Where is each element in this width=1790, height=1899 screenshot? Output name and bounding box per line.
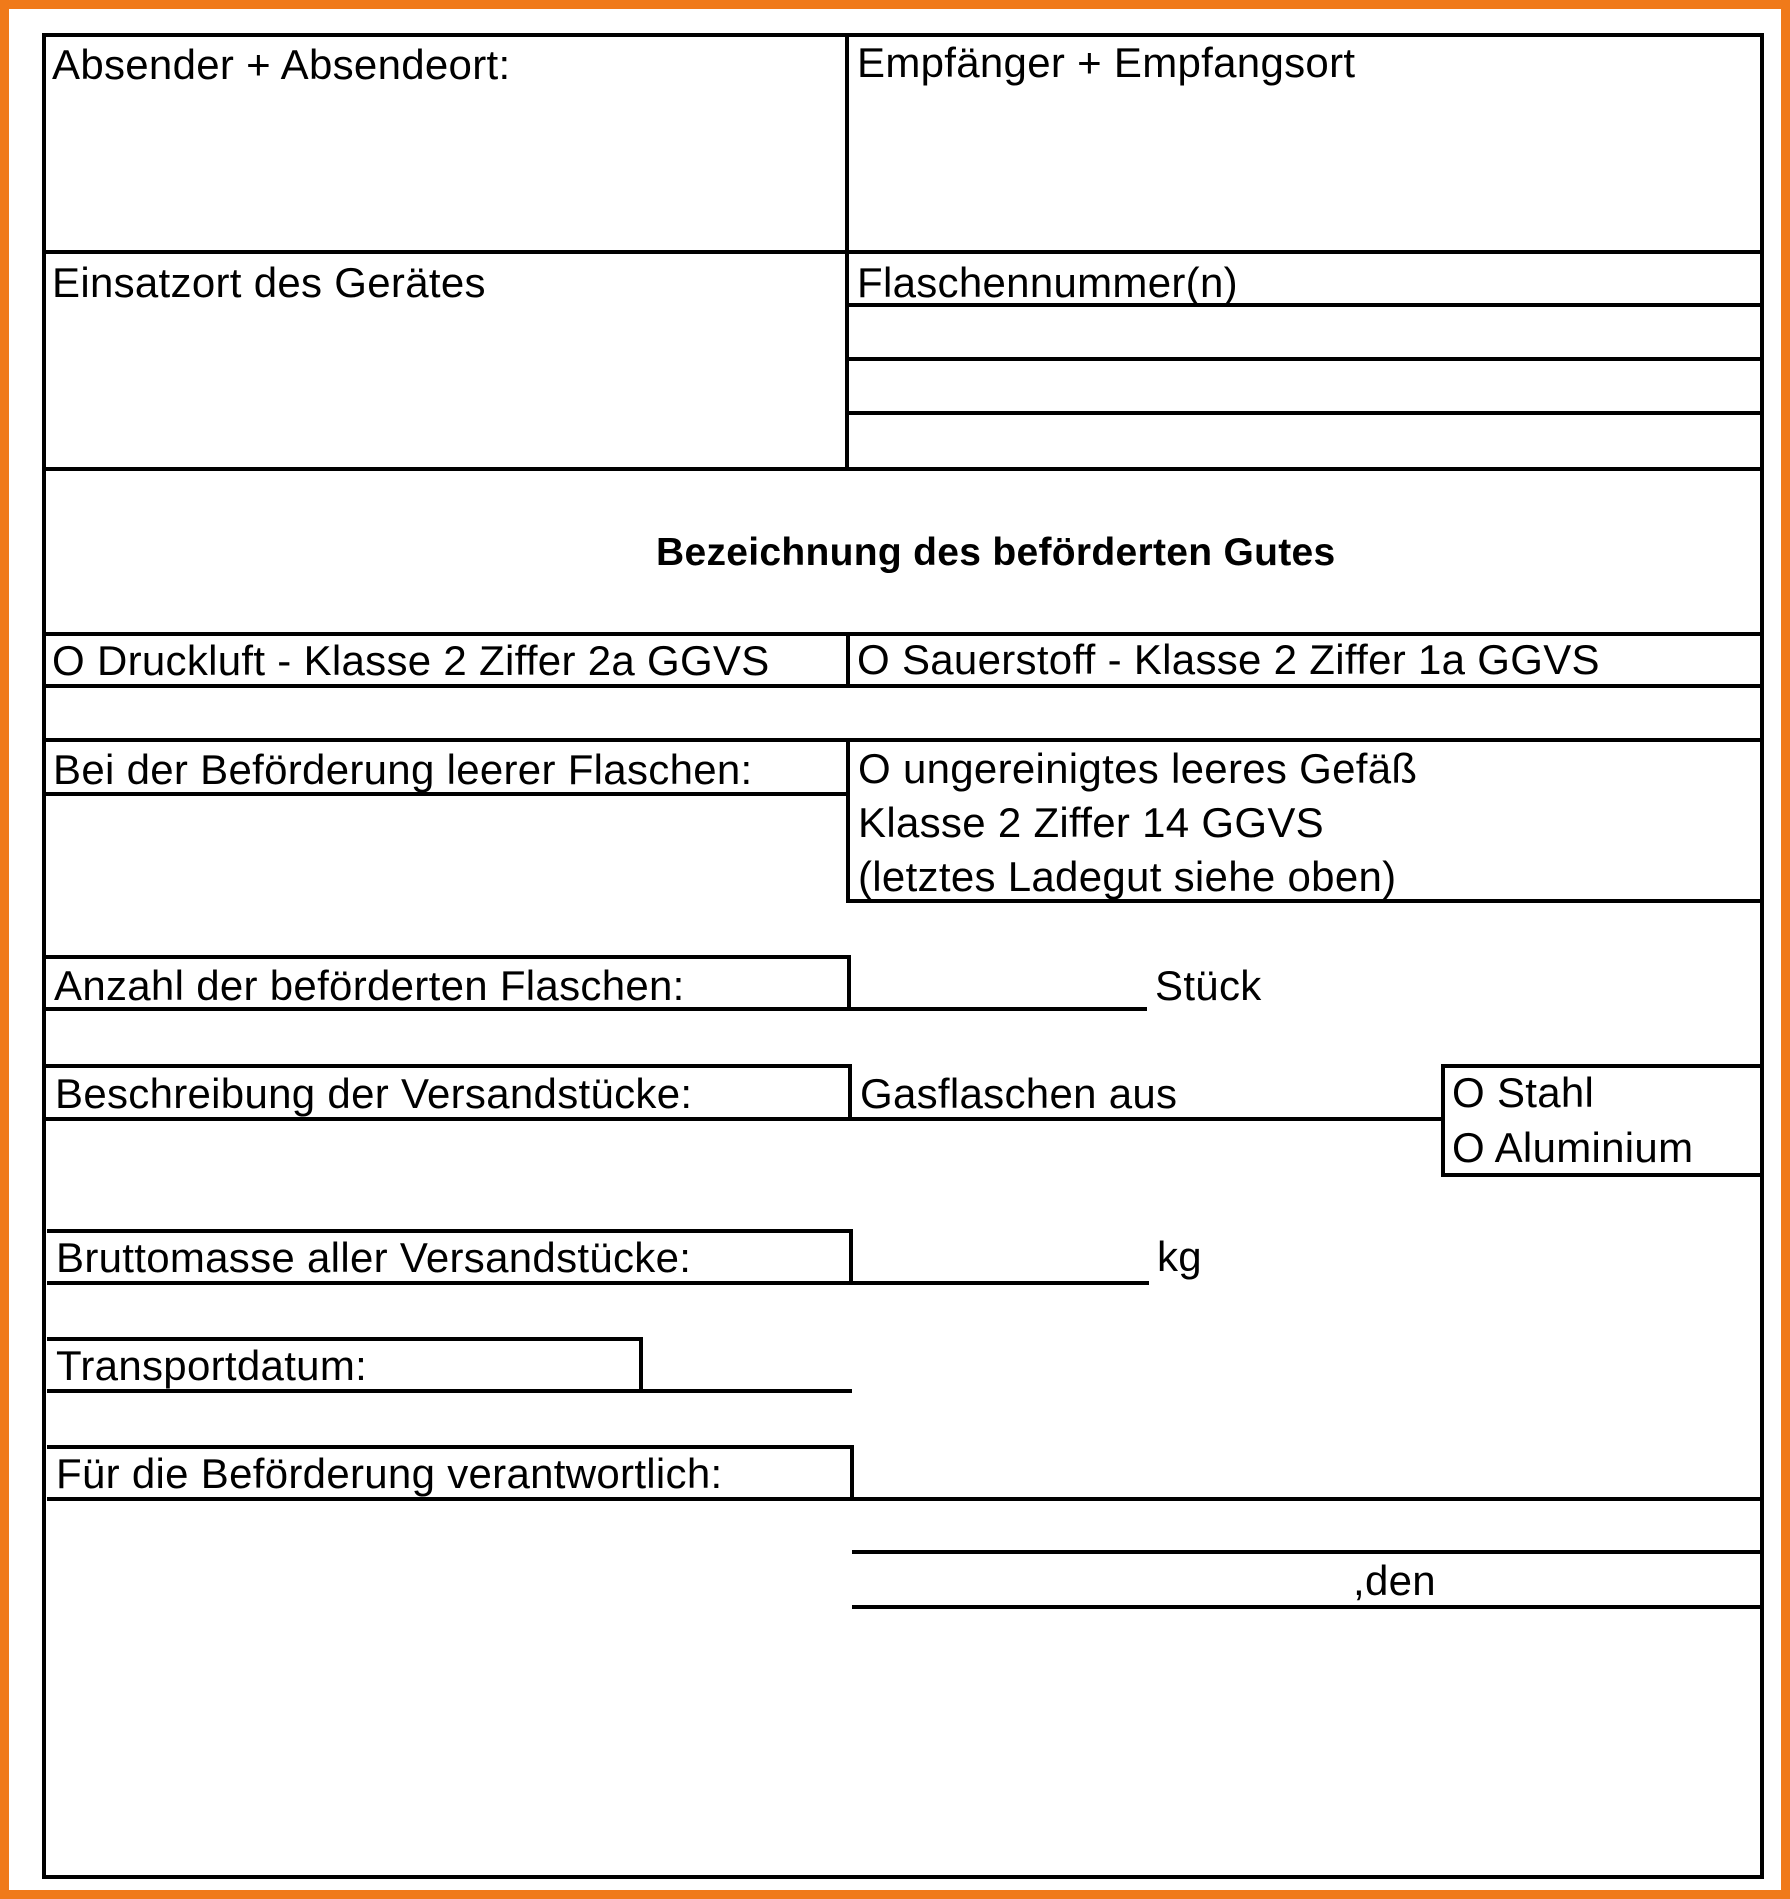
outer-bottom-border [42,1875,1764,1879]
material-aluminium-option[interactable]: O Aluminium [1452,1124,1694,1171]
place-date-suffix: ,den [1353,1557,1436,1604]
count-field[interactable] [854,959,1144,1005]
option-compressed-air[interactable]: O Druckluft - Klasse 2 Ziffer 2a GGVS [52,637,770,684]
date-label-top-line [47,1337,643,1341]
mass-field[interactable] [856,1233,1146,1279]
material-box-bottom-line [1441,1173,1764,1177]
empty-option-line2: Klasse 2 Ziffer 14 GGVS [858,799,1324,846]
outer-right-border [1760,33,1764,1879]
bottle-number-line-2 [845,357,1764,361]
count-label-right-border [847,955,851,1011]
count-unit: Stück [1155,962,1262,1009]
mass-label-top-line [47,1229,853,1233]
place-date-line [852,1605,1764,1609]
signature-line [852,1550,1764,1554]
count-label-top-line [45,955,851,959]
material-steel-option[interactable]: O Stahl [1452,1069,1595,1116]
bottle-numbers-label: Flaschennummer(n) [857,259,1238,306]
bottle-number-line-3 [845,411,1764,415]
mass-label-right-border [849,1229,853,1285]
packages-label: Beschreibung der Versandstücke: [55,1070,693,1117]
empty-bottles-label: Bei der Beförderung leerer Flaschen: [53,746,753,793]
recipient-field[interactable] [851,93,1756,245]
responsible-label-top-line [47,1445,854,1449]
responsible-label-right-border [850,1445,854,1501]
row1-bottom-line [42,250,1764,254]
date-label-right-border [639,1337,643,1393]
bottle-number-field-1[interactable] [851,309,1756,355]
goods-heading: Bezeichnung des beförderten Gutes [656,531,1336,574]
date-field[interactable] [645,1341,850,1387]
location-label: Einsatzort des Gerätes [52,259,486,306]
options-divider [846,632,850,687]
packages-label-top-line [46,1064,852,1068]
recipient-label: Empfänger + Empfangsort [857,39,1356,86]
location-field[interactable] [47,309,839,461]
responsible-field[interactable] [857,1449,1757,1495]
outer-top-border [42,33,1764,37]
empty-option-line1[interactable]: O ungereinigtes leeres Gefäß [858,745,1418,792]
place-date-field[interactable] [852,1558,1758,1603]
blank-row-bottom-line [42,738,1764,742]
empty-option-line3: (letztes Ladegut siehe oben) [858,853,1397,900]
signature-field[interactable] [852,1503,1758,1548]
material-box-left-border [1441,1064,1445,1177]
bottle-number-field-2[interactable] [851,363,1756,409]
packages-label-right-border [848,1064,852,1121]
empty-option-left-border [846,738,850,903]
count-label: Anzahl der beförderten Flaschen: [54,962,685,1009]
responsible-label: Für die Beförderung verantwortlich: [56,1450,723,1497]
bottle-number-field-3[interactable] [851,417,1756,463]
option-oxygen[interactable]: O Sauerstoff - Klasse 2 Ziffer 1a GGVS [857,636,1600,683]
sender-label: Absender + Absendeort: [52,41,511,88]
mass-label: Bruttomasse aller Versandstücke: [56,1234,692,1281]
sender-field[interactable] [47,93,839,245]
date-label: Transportdatum: [56,1342,368,1389]
material-box-top-line [1441,1064,1764,1068]
mass-unit: kg [1157,1233,1202,1280]
packages-value: Gasflaschen aus [860,1070,1178,1117]
row2-bottom-line [42,467,1764,471]
